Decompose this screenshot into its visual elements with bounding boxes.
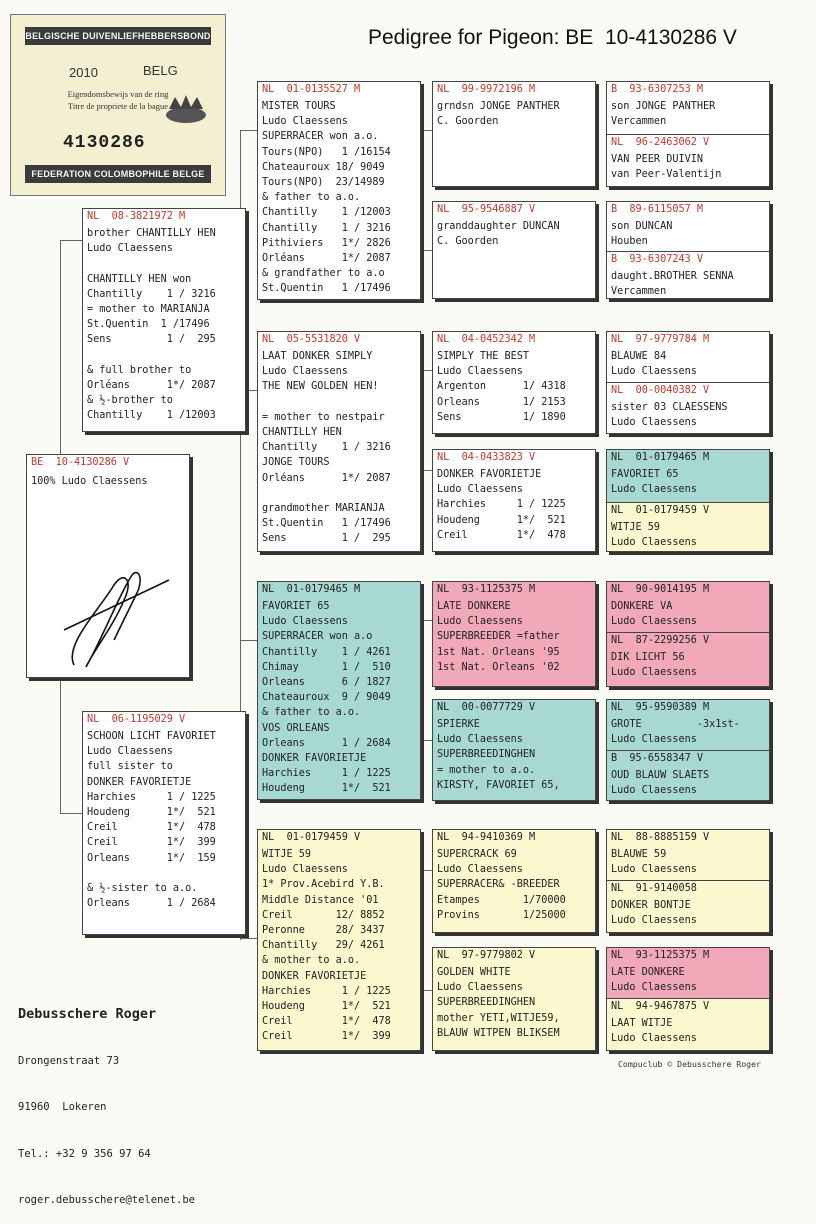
pigeon-details: DONKER FAVORIETJE Ludo Claessens Harchies 1 / 1225 Houdeng 1*/ 521 Creil 1*/ 478 [437, 469, 566, 541]
owner-email[interactable]: roger.debusschere@telenet.be [18, 1194, 196, 1206]
ggg-pair-card-1[interactable] [606, 81, 770, 187]
dam-card[interactable] [82, 711, 246, 935]
pigeon-details: MISTER TOURS Ludo Claessens SUPERRACER won a.o. Tours(NPO) 1 /16154 Chateauroux 18/ 9049 Tours(NPO) 23/14989 & father to a.o. Chantilly 1 /12003 Chantilly 1 / 3216 Pithiviers 1*/ 2826 Orléans 1*/ 2087 & grandfather to a.o St.Quentin 1 /17496 [262, 101, 391, 295]
grandsire-maternal-card[interactable] [257, 581, 421, 800]
ring-number: 10-4130286 V [55, 457, 130, 468]
country-code: NL [87, 714, 100, 725]
country-code: NL [611, 702, 624, 713]
ggg-entry[interactable] [607, 830, 769, 880]
country-code: NL [262, 84, 275, 95]
pigeon-details: GROTE -3x1st- Ludo Claessens [611, 719, 740, 746]
ring-number: 94-9467875 V [635, 1001, 710, 1012]
ring-number: 93-6307243 V [629, 254, 704, 265]
ggg-pair-card-6[interactable] [606, 699, 770, 801]
pigeon-details: LATE DONKERE Ludo Claessens SUPERBREEDER =father 1st Nat. Orleans '95 1st Nat. Orleans '02 [437, 601, 560, 673]
ring-number: 08-3821972 M [111, 211, 186, 222]
owner-address-block [18, 976, 195, 1224]
country-code: NL [262, 584, 275, 595]
owner-phone: Tel.: +32 9 356 97 64 [18, 1147, 151, 1160]
ring-number: 00-0077729 V [461, 702, 536, 713]
ggg-entry[interactable] [607, 700, 769, 750]
ggg-pair-card-8[interactable] [606, 947, 770, 1051]
ggg-entry[interactable] [607, 750, 769, 801]
country-code: NL [611, 137, 624, 148]
ring-number: 00-0040382 V [635, 385, 710, 396]
ring-number: 94-9410369 M [461, 832, 536, 843]
granddam-maternal-card[interactable] [257, 829, 421, 1051]
pigeon-details: SIMPLY THE BEST Ludo Claessens Argenton 1/ 4318 Orleans 1/ 2153 Sens 1/ 1890 [437, 351, 566, 423]
ggg-pair-card-4[interactable] [606, 449, 770, 552]
country-code: NL [611, 452, 624, 463]
country-code: NL [437, 950, 450, 961]
ring-number: 01-0179465 M [635, 452, 710, 463]
country-code: NL [262, 832, 275, 843]
stamp-line2: Titre de propriete de la bague [68, 101, 168, 111]
ggg-pair-card-5[interactable] [606, 581, 770, 687]
ring-number: 01-0179459 V [635, 505, 710, 516]
crown-emblem-icon [161, 93, 211, 127]
pigeon-details: grndsn JONGE PANTHER C. Goorden [437, 101, 560, 128]
ring-number: 88-8885159 V [635, 832, 710, 843]
ring-number: 06-1195029 V [111, 714, 186, 725]
country-code: B [611, 753, 618, 764]
pigeon-details: LAAT DONKER SIMPLY Ludo Claessens THE NEW GOLDEN HEN! = mother to nestpair CHANTILLY HEN Chantilly 1 / 3216 JONGE TOURS Orléans 1*/ 2087 grandmother MARIANJA St.Quentin 1 /17496 Sens 1 / 295 [262, 351, 391, 545]
ggg-entry[interactable] [607, 134, 769, 187]
stamp-year: 2010 [69, 65, 98, 80]
country-code: NL [611, 1001, 624, 1012]
ggg-entry[interactable] [607, 880, 769, 933]
country-code: NL [437, 204, 450, 215]
ring-number: 05-5531820 V [286, 334, 361, 345]
ggg-pair-card-2[interactable] [606, 201, 770, 299]
country-code: NL [611, 832, 624, 843]
country-code: NL [611, 505, 624, 516]
pigeon-details: son JONGE PANTHER Vercammen [611, 101, 716, 128]
country-code: BE [31, 457, 44, 468]
country-code: B [611, 254, 618, 265]
great-grandparent-card-7[interactable] [432, 829, 596, 933]
ring-number: 97-9779784 M [635, 334, 710, 345]
great-grandparent-card-2[interactable] [432, 201, 596, 299]
ggg-pair-card-3[interactable] [606, 331, 770, 434]
owner-name: Debusschere Roger [18, 1006, 157, 1022]
owner-street: Drongenstraat 73 [18, 1054, 120, 1067]
pigeon-details: granddaughter DUNCAN C. Goorden [437, 221, 560, 248]
ring-number: 95-9546887 V [461, 204, 536, 215]
page-title: Pedigree for Pigeon: BE 10-4130286 V [368, 26, 737, 49]
country-code: NL [611, 635, 624, 646]
ring-number: 96-2463062 V [635, 137, 710, 148]
country-code: NL [611, 385, 624, 396]
ring-number: 95-6558347 V [629, 753, 704, 764]
ggg-entry[interactable] [607, 998, 769, 1051]
ring-number: 04-0433823 V [461, 452, 536, 463]
granddam-paternal-card[interactable] [257, 331, 421, 552]
country-code: NL [437, 452, 450, 463]
pigeon-details: FAVORIET 65 Ludo Claessens [611, 469, 697, 496]
ggg-entry[interactable] [607, 332, 769, 382]
pigeon-details: BLAUWE 84 Ludo Claessens [611, 351, 697, 378]
country-code: NL [437, 702, 450, 713]
country-code: NL [87, 211, 100, 222]
ring-number: 93-1125375 M [461, 584, 536, 595]
ring-number: 95-9590389 M [635, 702, 710, 713]
pigeon-details: SUPERCRACK 69 Ludo Claessens SUPERRACER& -BREEDER Etampes 1/70000 Provins 1/25000 [437, 849, 566, 921]
pigeon-details: LATE DONKERE Ludo Claessens [611, 967, 697, 994]
ggg-entry[interactable] [607, 202, 769, 251]
great-grandparent-card-8[interactable] [432, 947, 596, 1051]
great-grandparent-card-3[interactable] [432, 331, 596, 434]
pigeon-details: SPIERKE Ludo Claessens SUPERBREEDINGHEN = mother to a.o. KIRSTY, FAVORIET 65, [437, 719, 560, 791]
pigeon-details: LAAT WITJE Ludo Claessens [611, 1018, 697, 1045]
ring-number: 93-1125375 M [635, 950, 710, 961]
ggg-entry[interactable] [607, 948, 769, 998]
pigeon-details: SCHOON LICHT FAVORIET Ludo Claessens full sister to DONKER FAVORIETJE Harchies 1 / 1225 Houdeng 1*/ 521 Creil 1*/ 478 Creil 1*/ 399 Orleans 1*/ 159 & ½-sister to a.o. Orleans 1 / 2684 [87, 731, 216, 910]
pigeon-details: daught.BROTHER SENNA Vercammen [611, 271, 734, 298]
pigeon-details: WITJE 59 Ludo Claessens 1* Prov.Acebird Y.B. Middle Distance '01 Creil 12/ 8852 Peronne 28/ 3437 Chantilly 29/ 4261 & mother to a.o. DONKER FAVORIETJE Harchies 1 / 1225 Houdeng 1*/ 521 Creil 1*/ 478 Creil 1*/ 399 [262, 849, 391, 1043]
footer-credit: Compuclub © Debusschere Roger [618, 1059, 761, 1069]
country-code: NL [262, 334, 275, 345]
ring-number: 87-2299256 V [635, 635, 710, 646]
grandsire-paternal-card[interactable] [257, 81, 421, 300]
ring-number: 01-0135527 M [286, 84, 361, 95]
stamp-line1: Eigendomsbewijs van de ring [67, 89, 169, 99]
pigeon-details: FAVORIET 65 Ludo Claessens SUPERRACER won a.o Chantilly 1 / 4261 Chimay 1 / 510 Orleans 6 / 1827 Chateauroux 9 / 9049 & father to a.o. VOS ORLEANS Orleans 1 / 2684 DONKER FAVORIETJE Harchies 1 / 1225 Houdeng 1*/ 521 [262, 601, 391, 795]
ggg-pair-card-7[interactable] [606, 829, 770, 933]
ring-number: 97-9779802 V [461, 950, 536, 961]
ring-card-stamp [10, 14, 226, 196]
country-code: NL [611, 950, 624, 961]
ring-number: 89-6115057 M [629, 204, 704, 215]
pigeon-details: DONKERE VA Ludo Claessens [611, 601, 697, 628]
ggg-entry[interactable] [607, 502, 769, 552]
signature-icon [44, 555, 174, 675]
great-grandparent-card-1[interactable] [432, 81, 596, 187]
ring-number: 04-0452342 M [461, 334, 536, 345]
country-code: B [611, 84, 618, 95]
ring-number: 01-0179465 M [286, 584, 361, 595]
pigeon-details: BLAUWE 59 Ludo Claessens [611, 849, 697, 876]
pigeon-details: brother CHANTILLY HEN Ludo Claessens CHANTILLY HEN won Chantilly 1 / 3216 = mother to MARIANJA St.Quentin 1 /17496 Sens 1 / 295 & full brother to Orléans 1*/ 2087 & ½-brother to Chantilly 1 /12003 [87, 228, 216, 422]
great-grandparent-card-6[interactable] [432, 699, 596, 801]
country-code: NL [437, 334, 450, 345]
pigeon-details: VAN PEER DUIVIN van Peer-Valentijn [611, 154, 722, 181]
stamp-bottom-band: FEDERATION COLOMBOPHILE BELGE [25, 165, 211, 183]
pigeon-details: GOLDEN WHITE Ludo Claessens SUPERBREEDINGHEN mother YETI,WITJE59, BLAUW WITPEN BLIKSEM [437, 967, 560, 1039]
ring-number: 01-0179459 V [286, 832, 361, 843]
pigeon-details: OUD BLAUW SLAETS Ludo Claessens [611, 770, 710, 797]
country-code: NL [611, 883, 624, 894]
pigeon-details: WITJE 59 Ludo Claessens [611, 522, 697, 549]
ring-number: 91-9140058 [635, 883, 697, 894]
ring-number: 93-6307253 M [629, 84, 704, 95]
country-code: NL [437, 84, 450, 95]
owner-city: 91960 Lokeren [18, 1101, 107, 1113]
pigeon-details: DONKER BONTJE Ludo Claessens [611, 900, 697, 927]
ggg-entry[interactable] [607, 632, 769, 687]
stamp-country: BELG [143, 63, 178, 78]
ggg-entry[interactable] [607, 251, 769, 299]
ring-number: 90-9014195 M [635, 584, 710, 595]
stamp-top-band: BELGISCHE DUIVENLIEFHEBBERSBOND [25, 27, 211, 45]
country-code: NL [611, 334, 624, 345]
pigeon-details: 100% Ludo Claessens [31, 476, 148, 487]
country-code: NL [611, 584, 624, 595]
ring-number: 99-9972196 M [461, 84, 536, 95]
pigeon-details: DIK LICHT 56 Ludo Claessens [611, 652, 697, 679]
sire-card[interactable] [82, 208, 246, 432]
pigeon-details: son DUNCAN Houben [611, 221, 673, 248]
ggg-entry[interactable] [607, 582, 769, 632]
country-code: NL [437, 584, 450, 595]
ggg-entry[interactable] [607, 450, 769, 502]
great-grandparent-card-5[interactable] [432, 581, 596, 687]
ggg-entry[interactable] [607, 382, 769, 434]
country-code: B [611, 204, 618, 215]
great-grandparent-card-4[interactable] [432, 449, 596, 552]
country-code: NL [437, 832, 450, 843]
stamp-ring-number: 4130286 [63, 133, 146, 153]
pigeon-details: sister 03 CLAESSENS Ludo Claessens [611, 402, 728, 429]
ggg-entry[interactable] [607, 82, 769, 134]
